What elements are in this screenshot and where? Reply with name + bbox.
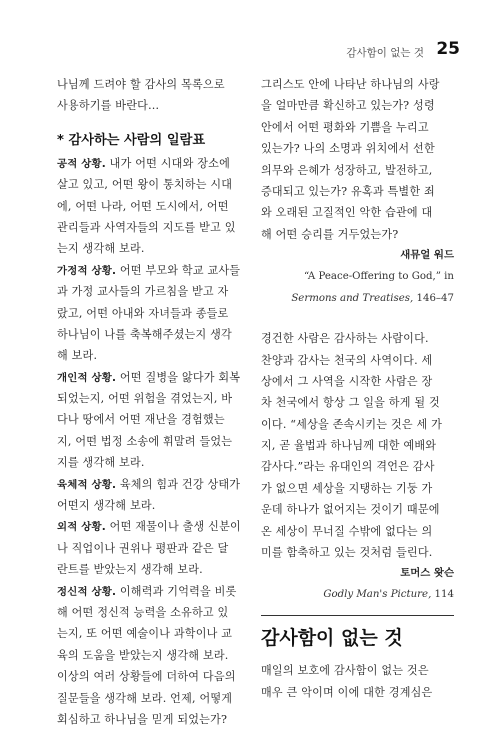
list-item xyxy=(57,516,247,537)
running-title: 감사함이 없는 것 xyxy=(346,47,424,59)
text-line: 증대되고 있는가? 유혹과 특별한 죄 xyxy=(261,184,435,198)
section-divider xyxy=(261,615,454,616)
page-header xyxy=(0,0,500,60)
text-line: 는지 생각해 보라. xyxy=(57,242,145,256)
item-text: 내가 어떤 시대와 장소에 xyxy=(105,156,230,170)
text-line: 매일의 보호에 감사함이 없는 것은 xyxy=(261,664,429,678)
text-line: 그리스도 안에 나타난 하나님의 사랑 xyxy=(261,78,440,91)
item-text: 어떤 재물이나 출생 신분이 xyxy=(105,520,241,534)
item-label: 공적 상황. xyxy=(57,157,106,170)
text-line: 있는가? 나의 소명과 위치에서 선한 xyxy=(261,142,435,156)
chapter-heading: 감사함이 없는 것 xyxy=(261,627,403,650)
citation-pages: 114 xyxy=(431,589,454,601)
text-line: 지를 생각해 보라. xyxy=(57,456,145,470)
left-column xyxy=(57,74,247,730)
text-line: 나 직업이나 권위나 평판과 같은 달 xyxy=(57,541,229,555)
text-line: 되었는지, 어떤 위험을 겪었는지, 바 xyxy=(57,392,233,406)
list-item xyxy=(57,581,247,602)
text-line: 살고 있고, 어떤 왕이 통치하는 시대 xyxy=(57,178,233,192)
list-item xyxy=(57,260,247,281)
text-line: 해 어떤 정신적 능력을 소유하고 있 xyxy=(57,605,229,619)
citation-title: Godly Man's Picture, xyxy=(323,589,432,601)
list-item xyxy=(57,153,247,174)
text-line: 운데 하나가 없어지는 것이기 때문에 xyxy=(261,503,440,517)
text-line: 에, 어떤 나라, 어떤 도시에서, 어떤 xyxy=(57,199,229,213)
text-line: 하나님이 나를 축복해주셨는지 생각 xyxy=(57,327,232,341)
item-text: 어떤 부모와 학교 교사들 xyxy=(116,263,241,277)
text-line: 미를 함축하고 있는 것처럼 들린다. xyxy=(261,546,433,560)
item-text: 어떤 질병을 앓다가 회복 xyxy=(116,370,241,384)
text-line: 다나 땅에서 어떤 재난을 경험했는 xyxy=(57,413,225,427)
list-item xyxy=(57,474,247,495)
citation-pages: 146–47 xyxy=(413,293,454,305)
text-line: 안에서 어떤 평화와 기쁨을 누리고 xyxy=(261,120,429,134)
item-label: 육체적 상황. xyxy=(57,478,117,491)
item-text: 육체의 힘과 건강 상태가 xyxy=(116,477,241,491)
text-line: 과 가정 교사들의 가르침을 받고 자 xyxy=(57,285,229,299)
citation-title: Sermons and Treatises, xyxy=(291,293,414,305)
text-line: 감사다.”라는 유대인의 격언은 감사 xyxy=(261,460,435,474)
text-line: 랐고, 어떤 아내와 자녀들과 종들로 xyxy=(57,306,229,320)
text-line: 매우 큰 악이며 이에 대한 경계심은 xyxy=(261,685,433,699)
text-line: 사용하기를 바란다… xyxy=(57,99,160,113)
item-label: 정신적 상황. xyxy=(57,585,117,598)
text-line: 해 보라. xyxy=(57,349,98,363)
citation-work xyxy=(261,288,454,310)
citation-source: “A Peace-Offering to God,” in xyxy=(304,271,454,283)
text-line: 을 얼마만큼 확신하고 있는가? 성령 xyxy=(261,99,435,113)
text-line: 란트를 받았는지 생각해 보라. xyxy=(57,563,203,577)
section-heading: * 감사하는 사람의 일람표 xyxy=(57,132,206,148)
text-line: 상에서 그 사역을 시작한 사람은 장 xyxy=(261,374,433,388)
page-number: 25 xyxy=(436,39,460,59)
list-item xyxy=(57,367,247,388)
item-text: 이해력과 기억력을 비롯 xyxy=(116,584,237,598)
text-line: 경건한 사람은 감사하는 사람이다. xyxy=(261,332,429,346)
quote-author: 토머스 왓슨 xyxy=(400,567,454,580)
item-label: 개인적 상황. xyxy=(57,371,117,384)
text-line: 어떤지 생각해 보라. xyxy=(57,499,156,513)
text-line: 이다. “세상을 존속시키는 것은 세 가 xyxy=(261,417,443,431)
citation-work xyxy=(261,584,454,606)
item-label: 가정적 상황. xyxy=(57,264,117,277)
text-line: 육의 도움을 받았는지 생각해 보라. xyxy=(57,648,229,662)
item-label: 외적 상황. xyxy=(57,521,106,534)
text-line: 온 세상이 무너질 수밖에 없다는 의 xyxy=(261,524,433,538)
text-line: 질문들을 생각해 보라. 언제, 어떻게 xyxy=(57,691,233,705)
text-line: 찬양과 감사는 천국의 사역이다. 세 xyxy=(261,353,433,367)
text-line: 와 오래된 고질적인 악한 습관에 대 xyxy=(261,206,433,220)
right-column xyxy=(261,74,454,703)
text-line: 관리들과 사역자들의 지도를 받고 있 xyxy=(57,220,236,234)
text-line: 해 어떤 승리를 거두었는가? xyxy=(261,227,399,241)
text-line: 가 없으면 세상을 지탱하는 기둥 가 xyxy=(261,481,433,495)
text-line: 의무와 은혜가 성장하고, 발전하고, xyxy=(261,163,433,177)
text-line: 지, 어떤 법정 소송에 휘말려 들었는 xyxy=(57,434,233,448)
text-line: 나님께 드려야 할 감사의 목록으로 xyxy=(57,78,225,91)
text-line: 회심하고 하나님을 믿게 되었는가? xyxy=(57,712,228,726)
quote-author: 새뮤얼 워드 xyxy=(400,249,454,262)
text-line: 차 천국에서 항상 그 일을 하게 될 것 xyxy=(261,396,440,410)
text-line: 지, 곧 율법과 하나님께 대한 예배와 xyxy=(261,439,437,453)
text-line: 는지, 또 어떤 예술이나 과학이나 교 xyxy=(57,627,233,641)
text-line: 이상의 여러 상황들에 더하여 다음의 xyxy=(57,670,236,684)
